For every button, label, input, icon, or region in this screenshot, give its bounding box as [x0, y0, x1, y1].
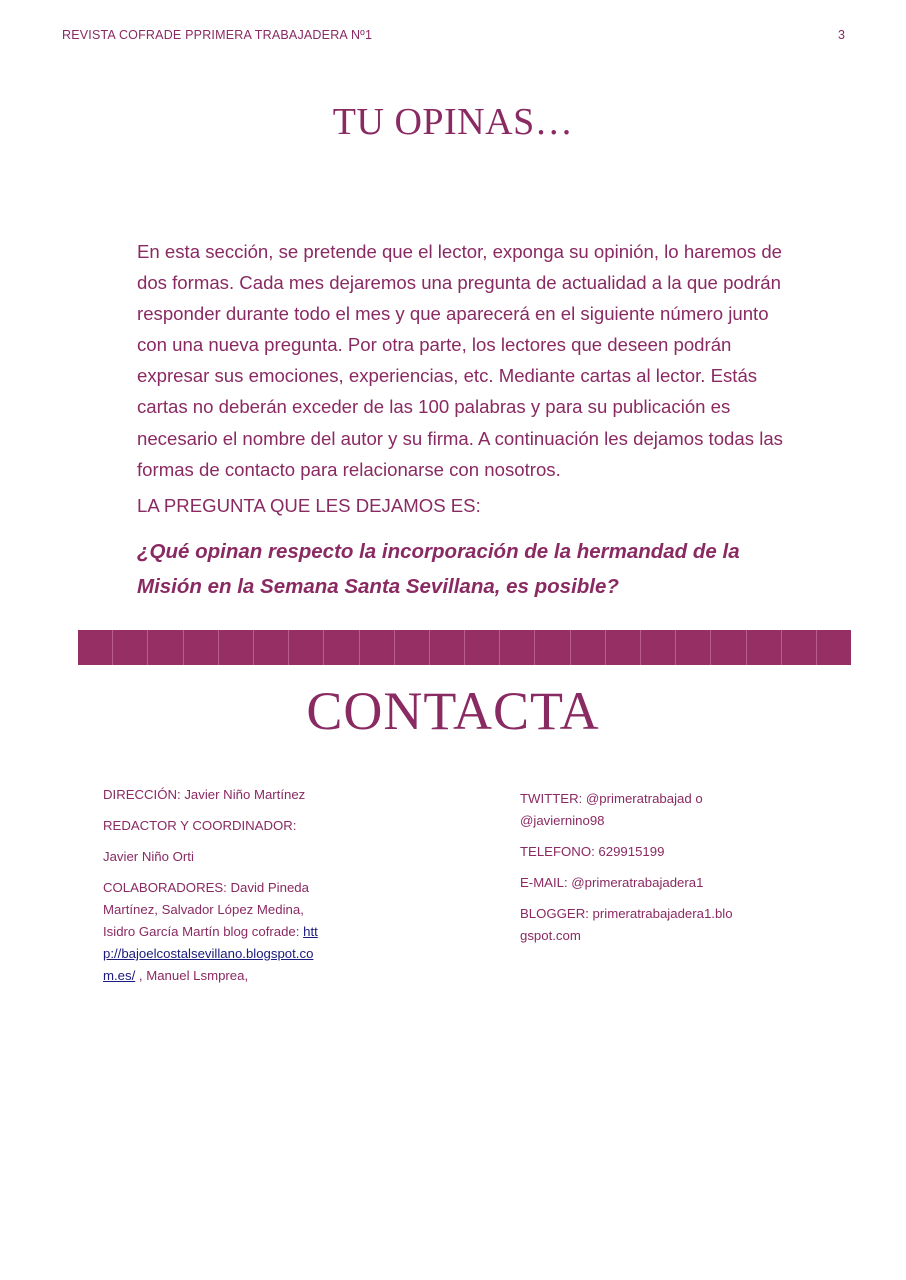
page-number: 3 [838, 28, 845, 42]
email-line: E-MAIL: @primeratrabajadera1 [520, 875, 704, 890]
collaborators-paragraph [103, 877, 325, 987]
band-cell [148, 630, 183, 665]
intro-paragraph: En esta sección, se pretende que el lector, exponga su opinión, lo haremos de dos formas. Cada mes dejaremos una pregunta de actualidad a la que podrán responder durante todo el mes y que aparecerá en el siguiente número junto con una nueva pregunta. Por otra parte, los lectores que deseen podrán expresar sus emociones, experiencias, etc. Mediante cartas al lector. Estás cartas no deberán exceder de las 100 palabras y para su publicación es necesario el nombre del autor y su firma. A continuación les dejamos todas las formas de contacto para relacionarse con nosotros. [137, 241, 783, 480]
contact-staff-column [103, 784, 325, 996]
band-cell [430, 630, 465, 665]
contact-channels-column [520, 788, 735, 956]
director-line: DIRECCIÓN: Javier Niño Martínez [103, 787, 306, 802]
band-cell [641, 630, 676, 665]
band-cell [324, 630, 359, 665]
magazine-header-title: REVISTA COFRADE PPRIMERA TRABAJADERA Nº1 [62, 28, 373, 42]
blogger-line: BLOGGER: primeratrabajadera1.blogspot.com [520, 906, 733, 943]
band-cell [500, 630, 535, 665]
decorative-band [78, 630, 851, 665]
twitter-line: TWITTER: @primeratrabajad o @javiernino98 [520, 791, 703, 828]
collaborators-text: COLABORADORES: David Pineda Martínez, Salvador López Medina, Isidro García Martín blog cofrade: [103, 880, 309, 939]
band-cell [747, 630, 782, 665]
section-title-contacta: CONTACTA [306, 681, 600, 741]
band-cell [782, 630, 817, 665]
blog-link[interactable]: http://bajoelcostalsevillano.blogspot.com.es/ [103, 924, 318, 983]
editor-label: REDACTOR Y COORDINADOR: [103, 818, 297, 833]
band-cell [254, 630, 289, 665]
band-cell [219, 630, 254, 665]
question-heading: LA PREGUNTA QUE LES DEJAMOS ES: [137, 495, 481, 516]
band-cell [184, 630, 219, 665]
editor-name: Javier Niño Orti [103, 849, 194, 864]
section-title-opinas: TU OPINAS… [332, 101, 574, 143]
band-cell [676, 630, 711, 665]
monthly-question: ¿Qué opinan respecto la incorporación de la hermandad de la Misión en la Semana Santa Sevillana, es posible? [137, 540, 740, 598]
band-cell [817, 630, 851, 665]
band-cell [711, 630, 746, 665]
band-cell [465, 630, 500, 665]
band-cell [571, 630, 606, 665]
phone-line: TELEFONO: 629915199 [520, 844, 665, 859]
band-cell [606, 630, 641, 665]
band-cell [289, 630, 324, 665]
band-cell [78, 630, 113, 665]
band-cell [535, 630, 570, 665]
collaborators-end-text: , Manuel Lsmprea, [135, 968, 249, 983]
band-cell [360, 630, 395, 665]
band-cell [113, 630, 148, 665]
band-cell [395, 630, 430, 665]
